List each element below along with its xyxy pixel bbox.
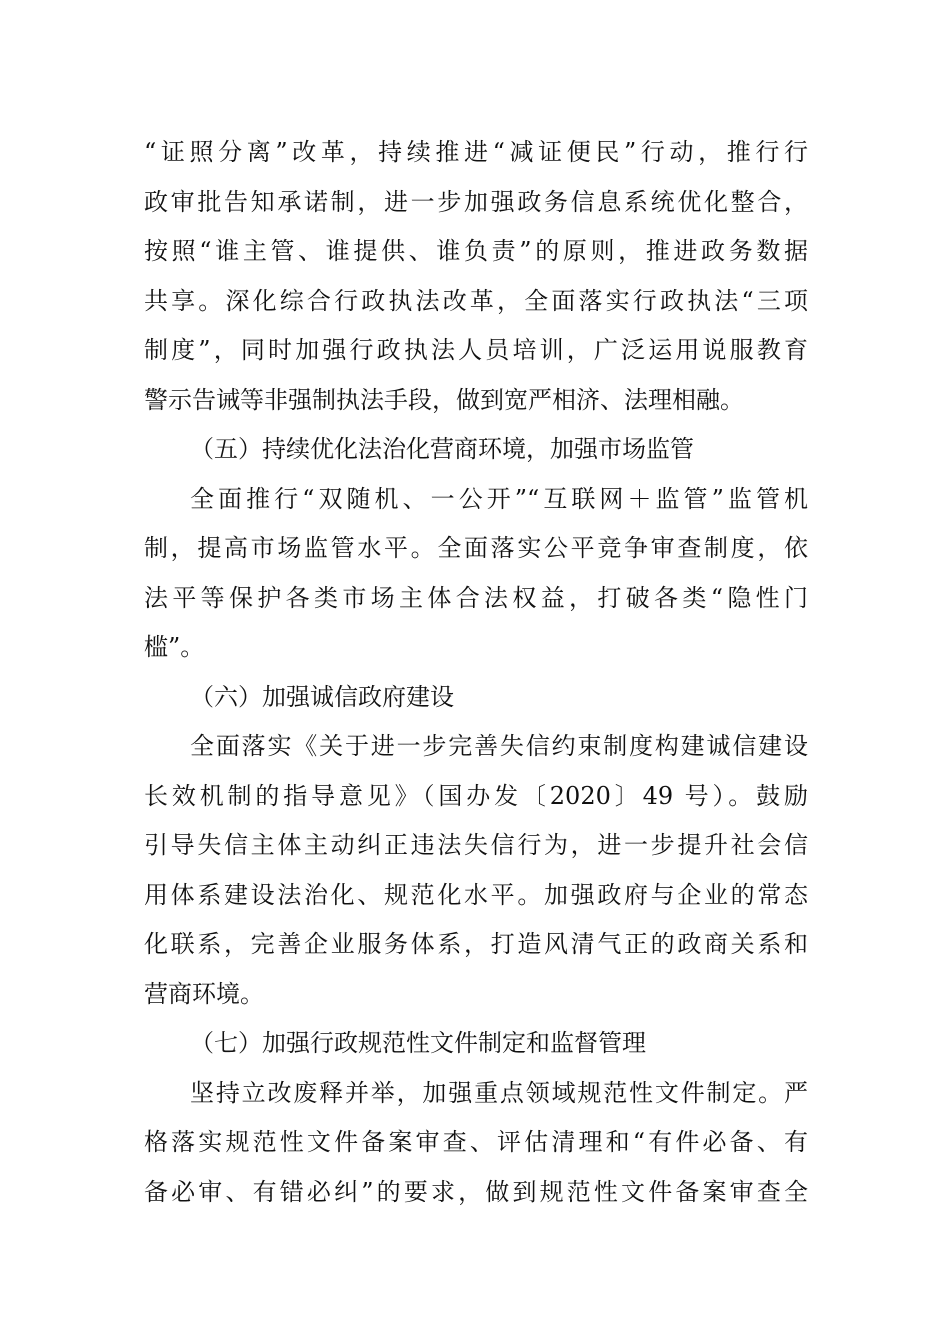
section-heading: （五）持续优化法治化营商环境，加强市场监管 — [190, 435, 694, 463]
text-line: 格落实规范性文件备案审查、评估清理和“有件必备、有 — [144, 1128, 808, 1156]
document-body — [144, 128, 808, 1217]
text-line: 用体系建设法治化、规范化水平。加强政府与企业的常态 — [144, 880, 808, 909]
text-line: 槛”。 — [144, 633, 205, 661]
text-line: 引导失信主体主动纠正违法失信行为，进一步提升社会信 — [144, 831, 808, 859]
text-line: 共享。深化综合行政执法改革，全面落实行政执法“三项 — [144, 286, 808, 315]
section-heading: （六）加强诚信政府建设 — [190, 682, 454, 711]
text-line: 政审批告知承诺制，进一步加强政务信息系统优化整合， — [144, 187, 808, 216]
text-line: 坚持立改废释并举，加强重点领域规范性文件制定。严 — [190, 1078, 808, 1107]
text-line: 全面落实《关于进一步完善失信约束制度构建诚信建设 — [190, 732, 808, 760]
text-line: 全面推行“双随机、一公开”“互联网＋监管”监管机 — [190, 484, 808, 513]
text-line: 备必审、有错必纠”的要求，做到规范性文件备案审查全 — [144, 1177, 808, 1206]
text-line: 法平等保护各类市场主体合法权益，打破各类“隐性门 — [144, 583, 808, 612]
text-line: 化联系，完善企业服务体系，打造风清气正的政商关系和 — [144, 930, 808, 958]
text-line: 长效机制的指导意见》（国办发〔2020〕49 号）。鼓励 — [144, 781, 808, 810]
text-line: 警示告诫等非强制执法手段，做到宽严相济、法理相融。 — [144, 385, 744, 414]
section-heading: （七）加强行政规范性文件制定和监督管理 — [190, 1029, 646, 1057]
text-line: 制，提高市场监管水平。全面落实公平竞争审查制度，依 — [144, 534, 808, 562]
text-line: 按照“谁主管、谁提供、谁负责”的原则，推进政务数据 — [144, 237, 808, 265]
text-line: 营商环境。 — [144, 979, 264, 1008]
text-line: 制度”，同时加强行政执法人员培训，广泛运用说服教育 — [144, 336, 808, 364]
text-line: “证照分离”改革，持续推进“减证便民”行动，推行行 — [144, 138, 808, 166]
